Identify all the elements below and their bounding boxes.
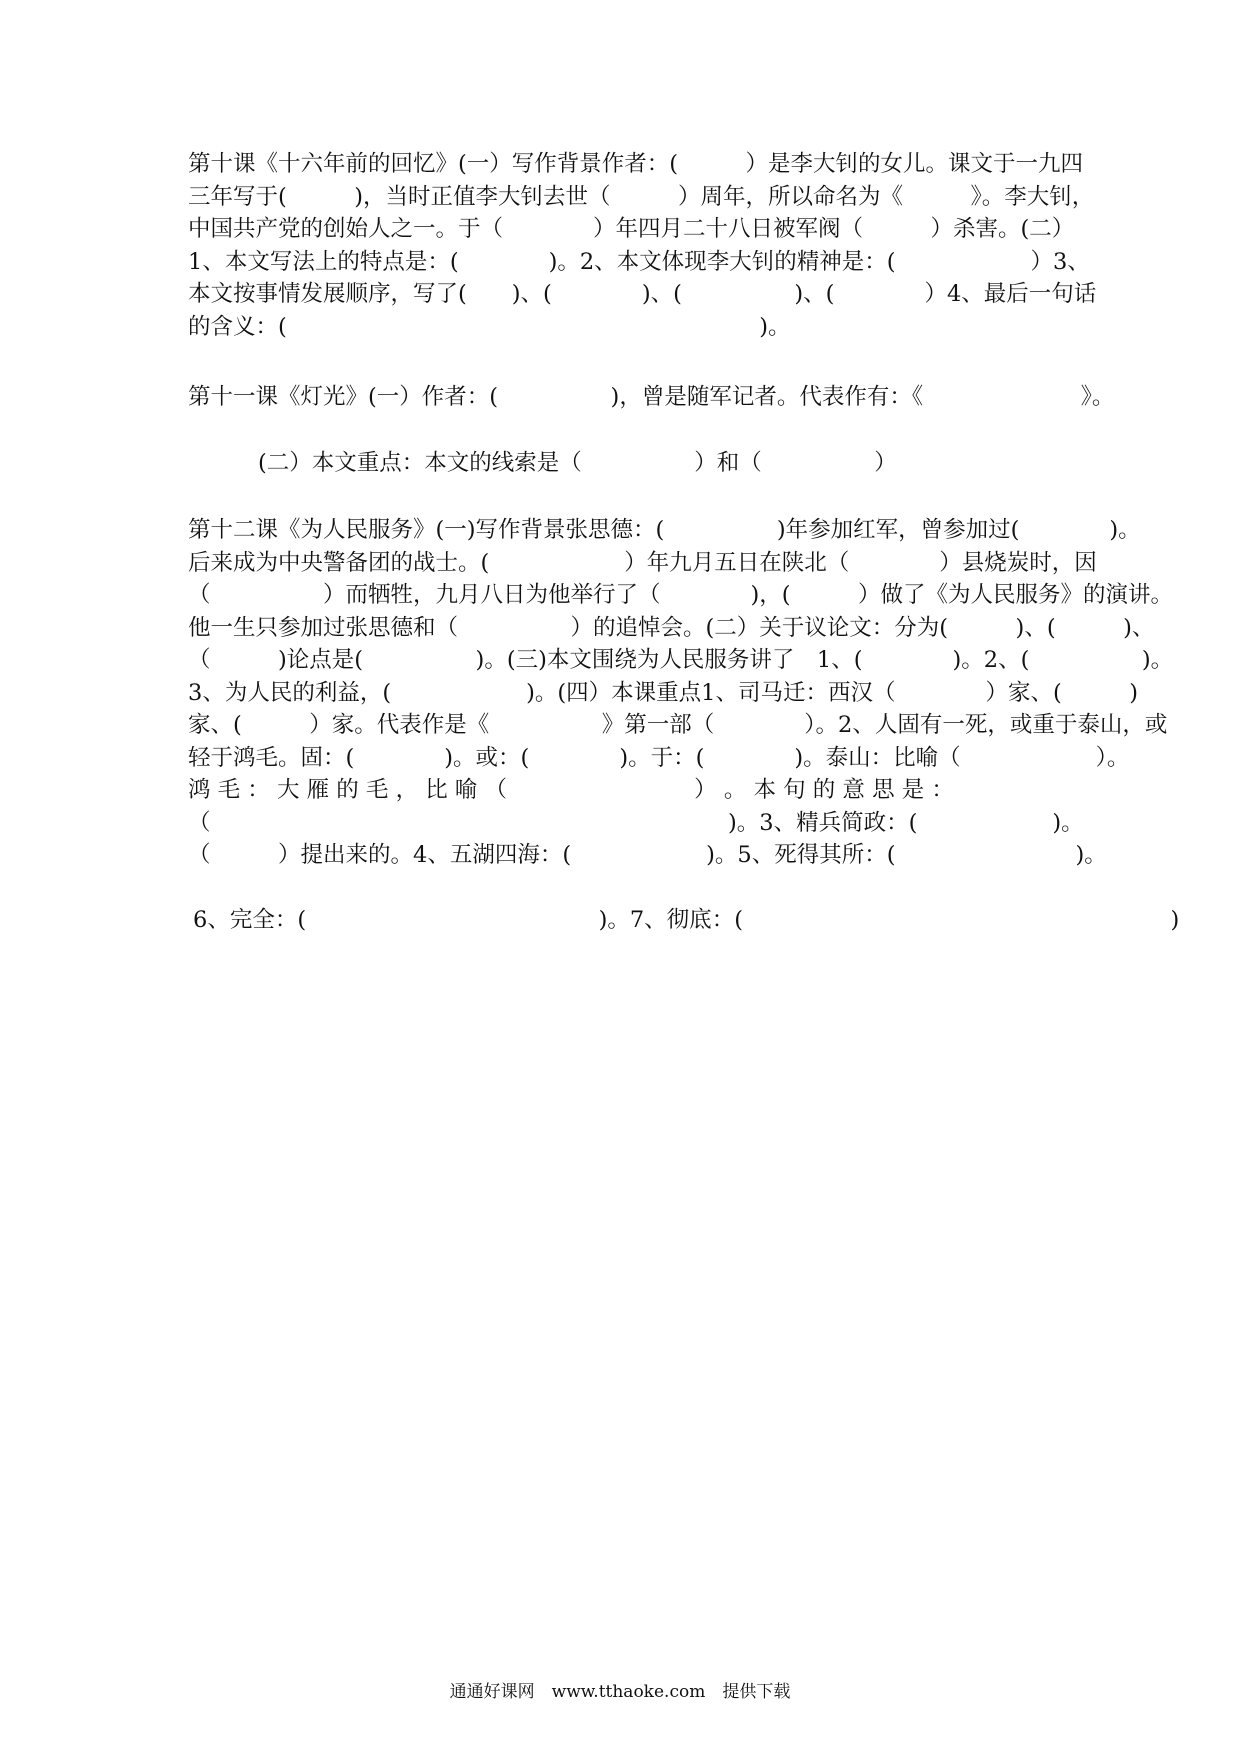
- lesson-10-line: 三年写于( )，当时正值李大钊去世（ ）周年，所以命名为《 》。李大钊，: [188, 183, 1095, 210]
- lesson-10-section: [188, 148, 1097, 343]
- lesson-10-line: 第十课《十六年前的回忆》(一）写作背景作者：( ）是李大钊的女儿。课文于一九四: [188, 151, 1084, 177]
- lesson-10-line: 本文按事情发展顺序，写了( )、( )、( )、( ）4、最后一句话: [188, 281, 1097, 307]
- lesson-11-section: [188, 381, 1115, 414]
- lesson-12-line: 3、为人民的利益，( )。(四）本课重点1、司马迁：西汉（ ）家、( ): [188, 679, 1139, 706]
- closing-section: [193, 904, 1180, 937]
- lesson-11-line: 第十一课《灯光》(一）作者：( )，曾是随军记者。代表作有：《 》。: [188, 384, 1115, 410]
- lesson-12-line: （ ）而牺牲，九月八日为他举行了（ )，( ）做了《为人民服务》的演讲。: [188, 582, 1174, 608]
- lesson-11-line: (二）本文重点：本文的线索是（ ）和（ ）: [258, 450, 897, 476]
- lesson-12-line: 轻于鸿毛。固：( )。或：( )。于：( )。泰山：比喻（ ）。: [188, 744, 1130, 771]
- closing-line: 6、完全：( )。7、彻底：( ): [193, 907, 1180, 933]
- lesson-10-line: 1、本文写法上的特点是：( )。2、本文体现李大钊的精神是：( ）3、: [188, 248, 1090, 275]
- lesson-12-line: 家、( ）家。代表作是《 》第一部（ ）。2、人固有一死，或重于泰山，或: [188, 712, 1168, 738]
- lesson-10-line: 的含义：( )。: [188, 313, 791, 340]
- page-footer: 通通好课网 www.tthaoke.com 提供下载: [449, 1682, 791, 1702]
- lesson-12-line: 鸿 毛 ： 大 雁 的 毛 ， 比 喻 （ ） 。 本 句 的 意 思 是 ：: [188, 777, 954, 803]
- lesson-12-line: 他一生只参加过张思德和（ ）的追悼会。(二）关于议论文：分为( )、( )、: [188, 614, 1155, 641]
- lesson-10-line: 中国共产党的创始人之一。于（ ）年四月二十八日被军阀（ ）杀害。(二）: [188, 216, 1075, 242]
- lesson-12-line: （ ）提出来的。4、五湖四海：( )。5、死得其所：( )。: [188, 842, 1107, 868]
- lesson-12-line: 后来成为中央警备团的战士。( ）年九月五日在陕北（ ）县烧炭时，因: [188, 549, 1097, 576]
- lesson-12-section: [188, 514, 1174, 872]
- lesson-12-line: （ )。3、精兵简政：( )。: [188, 809, 1084, 836]
- lesson-11-key-point: [258, 447, 1058, 480]
- lesson-12-line: 第十二课《为人民服务》(一)写作背景张思德：( )年参加红军，曾参加过( )。: [188, 517, 1141, 543]
- lesson-12-line: （ )论点是( )。(三)本文围绕为人民服务讲了 1、( )。2、( )。: [188, 647, 1174, 673]
